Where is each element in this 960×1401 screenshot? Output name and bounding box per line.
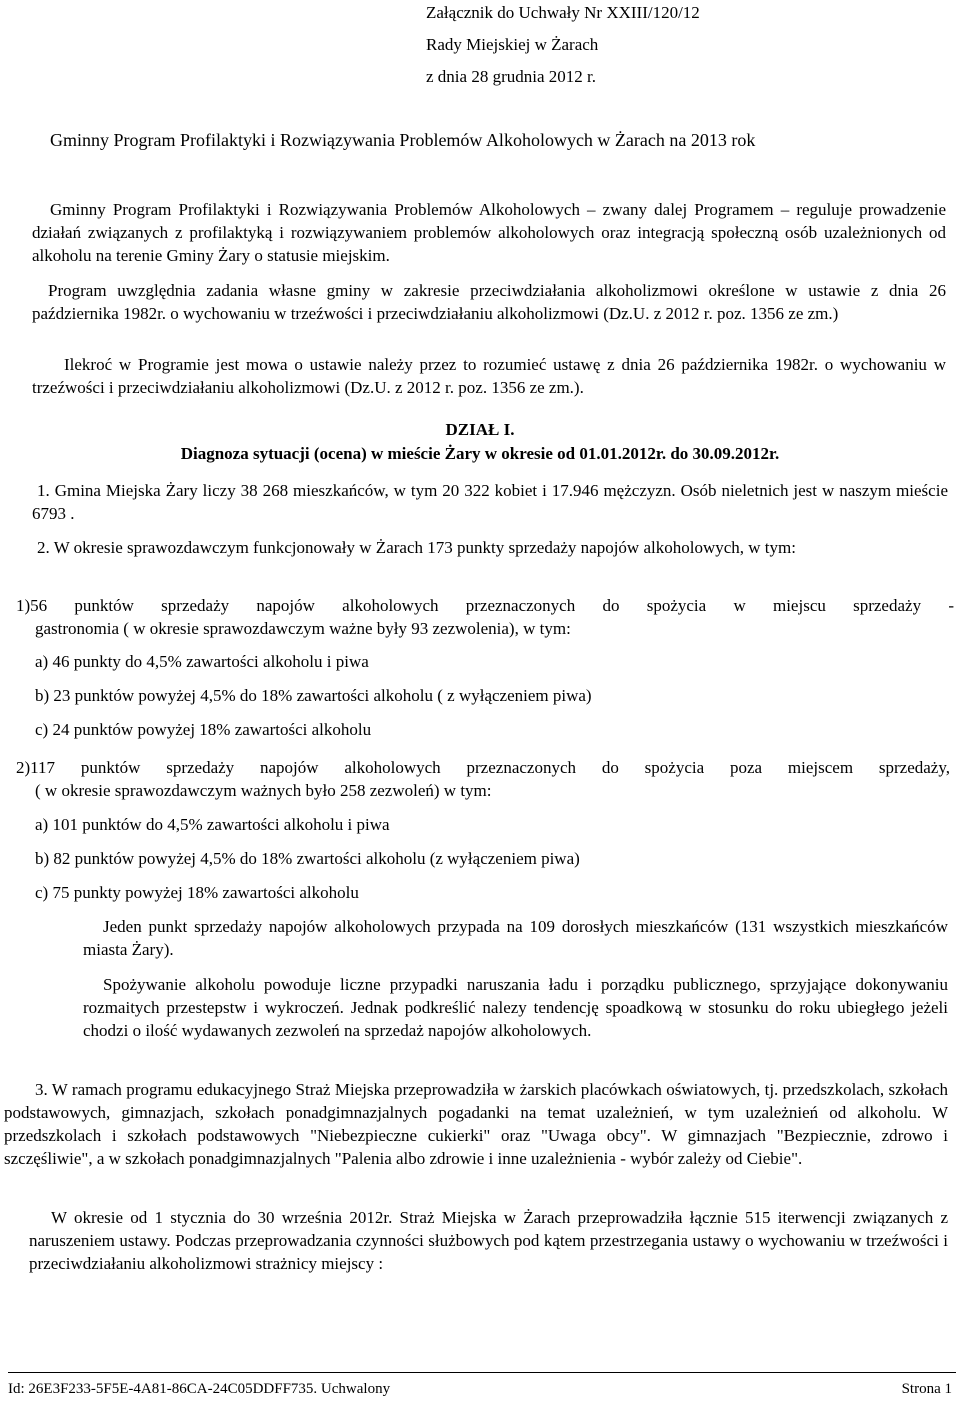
sub-item-2-c: c) 75 punkty powyżej 18% zawartości alkoholu [35,883,359,902]
sub-item-1-line-1: 1)56 punktów sprzedaży napojów alkoholowych przeznaczonych do spożycia w miejscu sprzedaży - [16,596,954,615]
sub-item-2-a: a) 101 punktów do 4,5% zawartości alkoholu i piwa [35,815,390,834]
intro-paragraph-1: Gminny Program Profilaktyki i Rozwiązywania Problemów Alkoholowych – zwany dalej Programem – reguluje prowadzenie działań związanych z profilaktyką i rozwiązywaniem problemów alkoholowych oraz integracją społeczną osób uzależnionych od alkoholu na terenie Gminy Żary o statusie miejskim. [32,200,946,265]
section-heading: DZIAŁ I. [445,420,515,439]
sub-item-1-a: a) 46 punkty do 4,5% zawartości alkoholu i piwa [35,652,369,671]
paragraph-jeden-punkt: Jeden punkt sprzedaży napojów alkoholowych przypada na 109 dorosłych mieszkańców (131 wszystkich mieszkańców miasta Żary). [83,917,948,959]
header-line-3: z dnia 28 grudnia 2012 r. [426,67,596,86]
header-line-2: Rady Miejskiej w Żarach [426,35,599,54]
footer-document-id: Id: 26E3F233-5F5E-4A81-86CA-24C05DDFF735. Uchwalony [8,1381,391,1397]
sub-item-1-b: b) 23 punktów powyżej 4,5% do 18% zawartości alkoholu ( z wyłączeniem piwa) [35,686,592,705]
section-subheading: Diagnoza sytuacji (ocena) w mieście Żary w okresie od 01.01.2012r. do 30.09.2012r. [180,444,780,463]
header-line-1: Załącznik do Uchwały Nr XXIII/120/12 [426,3,700,22]
item-3: 3. W ramach programu edukacyjnego Straż Miejska przeprowadziła w żarskich placówkach oświatowych, tj. przedszkolach, szkołach podstawowych, gimnazjach, szkołach ponadgimnazjalnych pogadanki na temat uzależnień, w tym uzależnień od alkoholu. W przedszkolach i szkołach podstawowych "Niebezpieczne cukierki" oraz "Uwaga obcy". W gimnazjach "Bezpiecznie, zdrowo i szczęśliwie", a w szkołach ponadgimnazjalnych "Palenia albo zdrowie i inne uzależnienia - wybór zależy od Ciebie". [4,1080,948,1168]
footer-page-number: Strona 1 [901,1381,952,1397]
sub-item-2-line-1: 2)117 punktów sprzedaży napojów alkoholowych przeznaczonych do spożycia poza miejscem sprzedaży, [16,758,950,777]
item-2: 2. W okresie sprawozdawczym funkcjonowały w Żarach 173 punkty sprzedaży napojów alkoholowych, w tym: [37,538,796,557]
footer-divider [8,1372,956,1373]
sub-item-1-line-2: gastronomia ( w okresie sprawozdawczym ważne były 93 zezwolenia), w tym: [35,619,571,638]
sub-item-1-c: c) 24 punktów powyżej 18% zawartości alkoholu [35,720,372,739]
intro-paragraph-2: Program uwzględnia zadania własne gminy w zakresie przeciwdziałania alkoholizmowi określone w ustawie z dnia 26 października 1982r. o wychowaniu w trzeźwości i przeciwdziałaniu alkoholizmowi (Dz.U. z 2012 r. poz. 1356 ze zm.) [32,281,946,323]
item-1: 1. Gmina Miejska Żary liczy 38 268 mieszkańców, w tym 20 322 kobiet i 17.946 mężczyzn. Osób nieletnich jest w naszym mieście 6793 . [32,481,948,523]
intro-paragraph-3: Ilekroć w Programie jest mowa o ustawie należy przez to rozumieć ustawę z dnia 26 października 1982r. o wychowaniu w trzeźwości i przeciwdziałaniu alkoholizmowi (Dz.U. z 2012 r. poz. 1356 ze zm.). [32,355,946,397]
document-title: Gminny Program Profilaktyki i Rozwiązywania Problemów Alkoholowych w Żarach na 2013 rok [50,130,756,150]
sub-item-2-b: b) 82 punktów powyżej 4,5% do 18% zwartości alkoholu (z wyłączeniem piwa) [35,849,580,868]
paragraph-spozywanie: Spożywanie alkoholu powoduje liczne przypadki naruszania ładu i porządku publicznego, sprzyjające dokonywaniu rozmaitych przestepstw i wykroczeń. Jednak podkreślić nalezy tendencję spoadkową w stosunku do roku ubiegłego jeżeli chodzi o ilość wydawanych zezwoleń na sprzedaż napojów alkoholowych. [83,975,948,1040]
paragraph-w-okresie: W okresie od 1 stycznia do 30 września 2012r. Straż Miejska w Żarach przeprowadziła łącznie 515 iterwencji związanych z naruszeniem ustawy. Podczas przeprowadzania czynności służbowych pod kątem przestrzegania ustawy o wychowaniu w trzeźwości i przeciwdziałaniu alkoholizmowi strażnicy miejscy : [29,1208,948,1273]
sub-item-2-line-2: ( w okresie sprawozdawczym ważnych było 258 zezwoleń) w tym: [35,781,492,800]
